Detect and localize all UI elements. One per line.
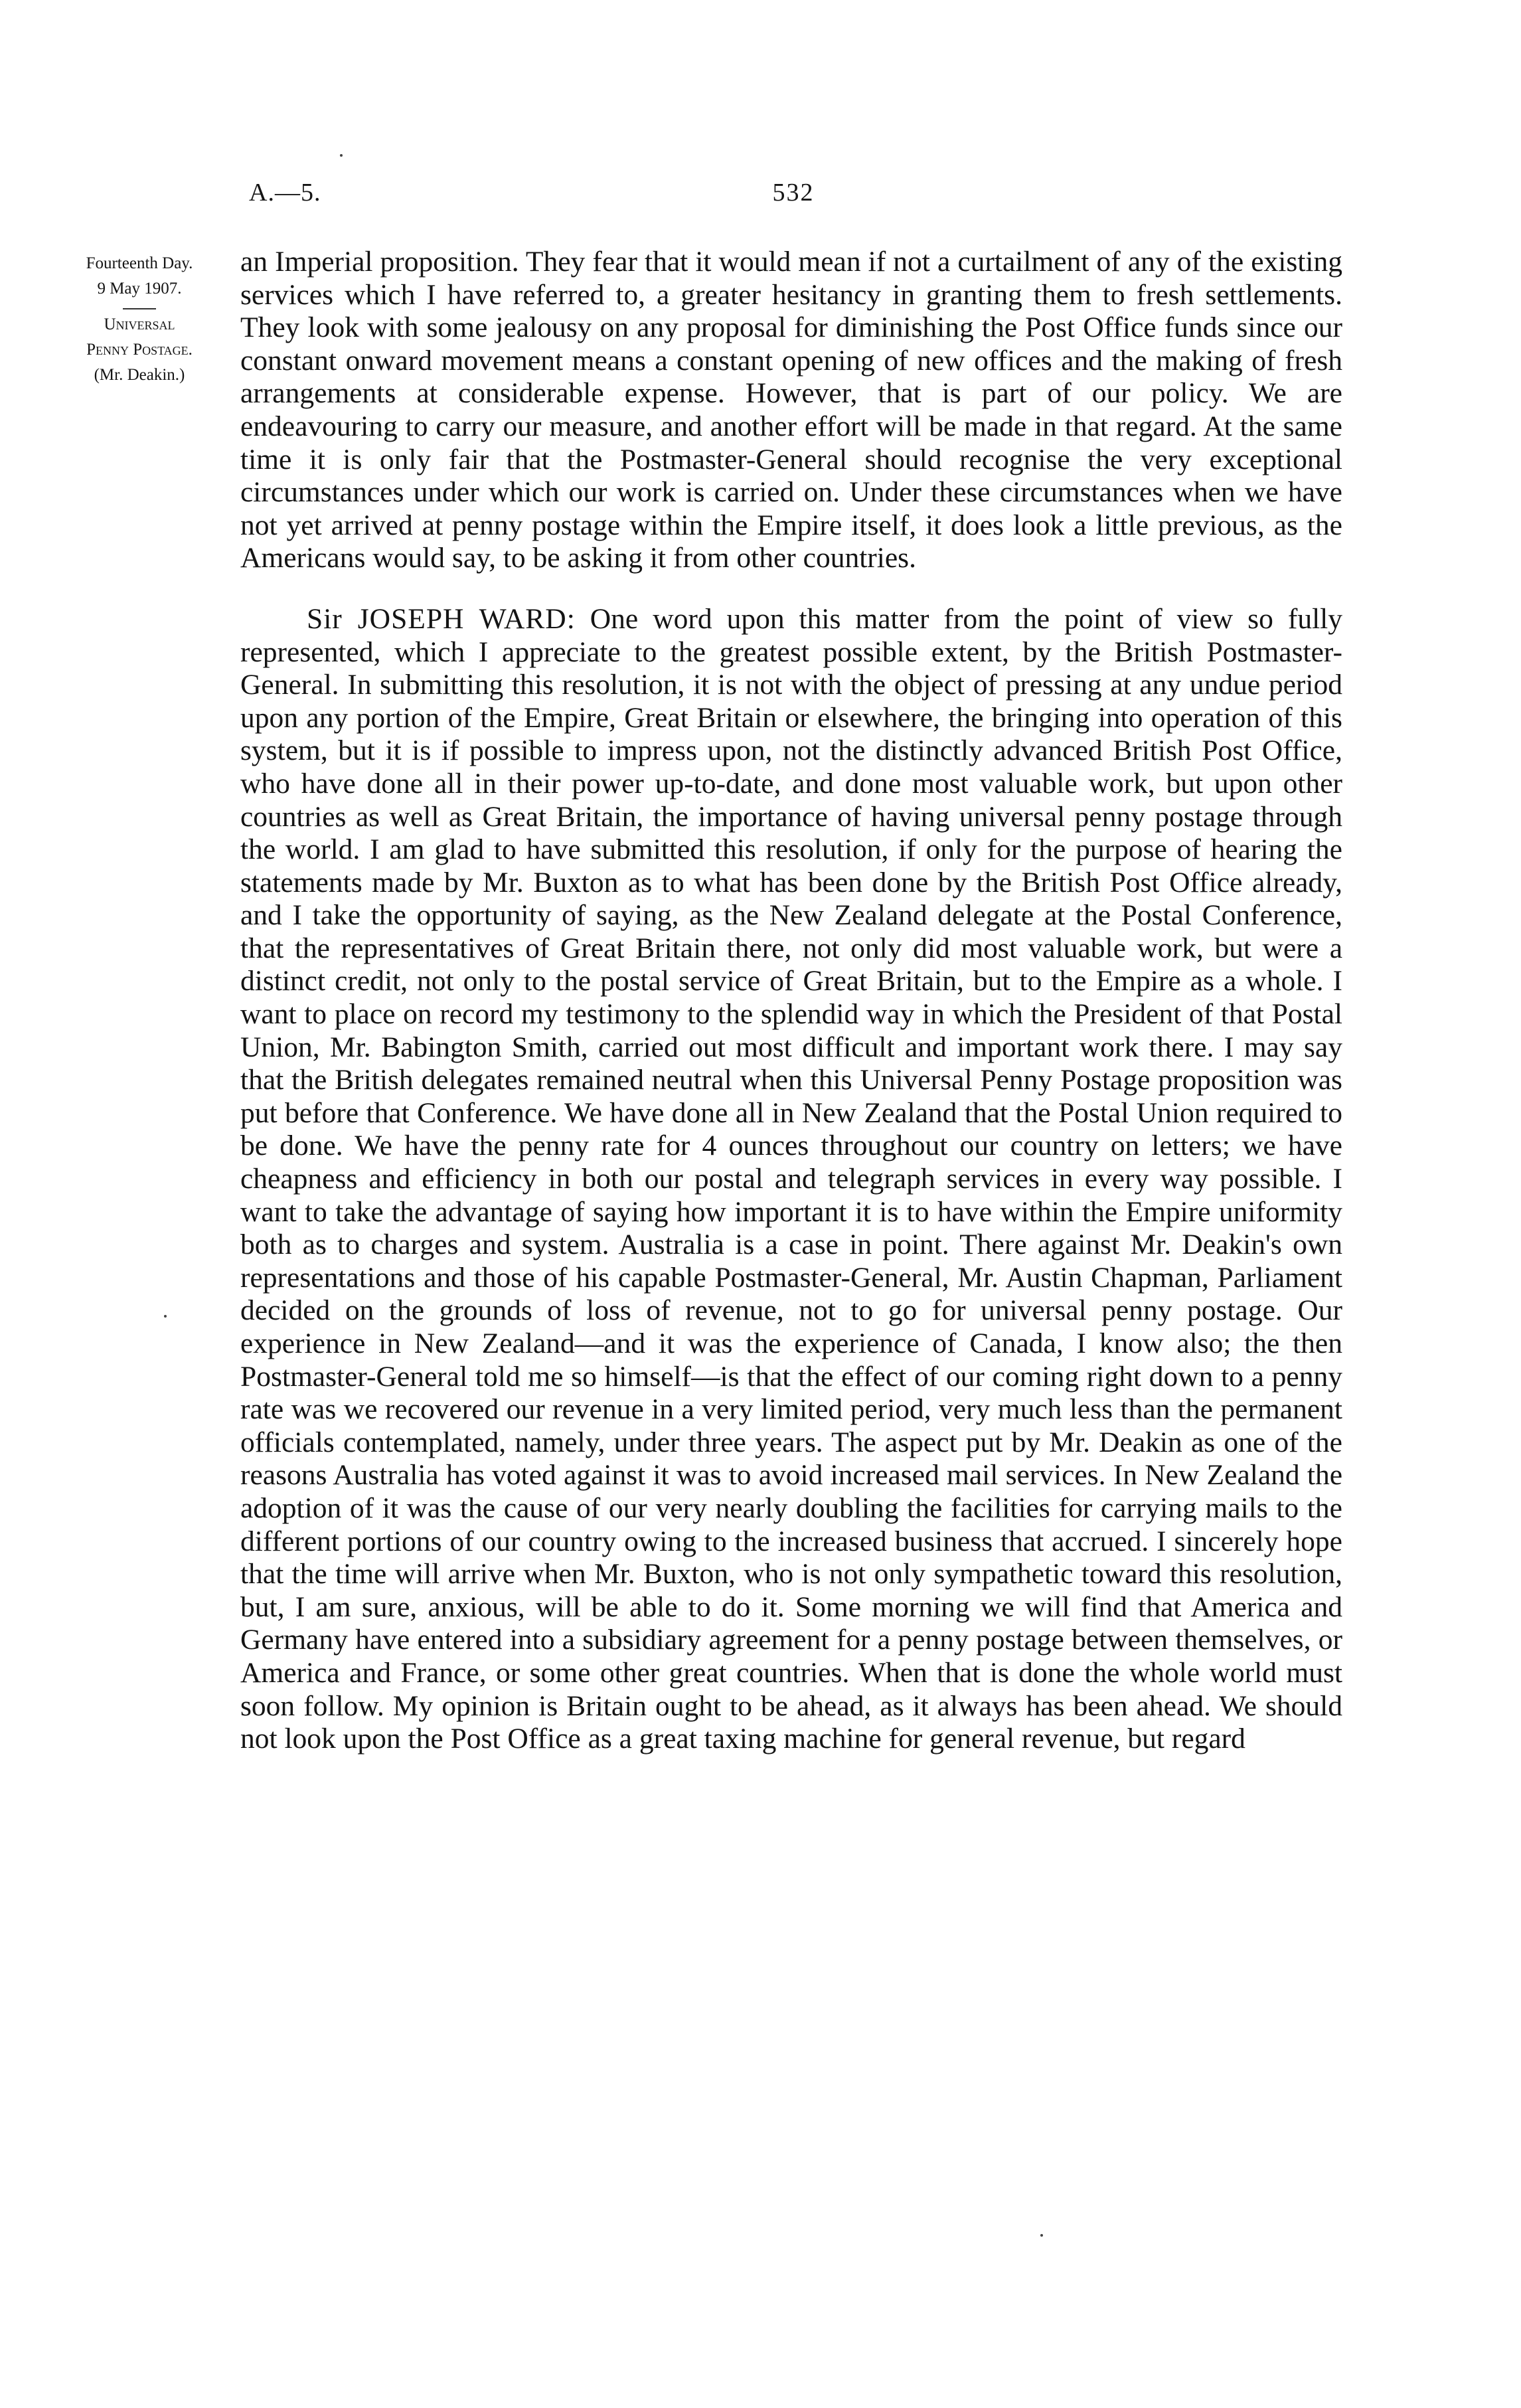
scan-speck (340, 154, 343, 157)
margin-note-speaker-ref: (Mr. Deakin.) (94, 366, 185, 384)
scan-speck (1040, 2234, 1043, 2237)
margin-note-topic-line1: Universal (104, 315, 175, 333)
margin-note-topic-line2: Penny Postage. (86, 341, 193, 359)
margin-note-day: Fourteenth Day. (86, 254, 193, 272)
margin-notes (46, 251, 232, 388)
paragraph-continuation (240, 246, 1342, 575)
body-text (240, 246, 1342, 1756)
paragraph-text: an Imperial proposition. They fear that it would mean if not a curtailment of any of the existing services which I have referred to, a greater hesitancy in granting them to fresh settlements. They look with some jealousy on any proposal for diminishing the Post Office funds since our constant onward movement means a constant opening of new offices and the making of fresh arrangements at considerable expense. However, that is part of our policy. We are endeavouring to carry our measure, and another effort will be made in that regard. At the same time it is only fair that the Postmaster-General should recognise the very exceptional circumstances under which our work is carried on. Under these circumstances when we have not yet arrived at penny postage within the Empire itself, it does look a little previous, as the Americans would say, to be asking it from other countries. (240, 246, 1342, 574)
speaker-name: Sir JOSEPH WARD: (307, 602, 576, 635)
document-reference: A.—5. (249, 179, 321, 207)
scan-speck (164, 1315, 167, 1318)
page-number: 532 (772, 179, 815, 207)
page-header (249, 178, 1338, 218)
paragraph-text: One word upon this matter from the point of view so fully represented, which I appreciate to the greatest possible extent, by the British Postmaster-General. In submitting this resolution, it is not with the object of pressing at any undue period upon any portion of the Empire, Great Britain or elsewhere, the bringing into operation of this system, but it is if possible to impress upon, not the distinctly advanced British Post Office, who have done all in their power up-to-date, and done most valuable work, but upon other countries as well as Great Britain, the importance of having universal penny postage through the world. I am glad to have submitted this resolution, if only for the purpose of hearing the statements made by Mr. Buxton as to what has been done by the British Post Office already, and I take the opportunity of saying, as the New Zealand delegate at the Postal Conference, that the representatives of Great Britain there, not only did most valuable work, but were a distinct credit, not only to the postal service of Great Britain, but to the Empire as a whole. I want to place on record my testimony to the splendid way in which the President of that Postal Union, Mr. Babington Smith, carried out most difficult and important work there. I may say that the British delegates remained neutral when this Universal Penny Postage proposition was put before that Conference. We have done all in New Zealand that the Postal Union required to be done. We have the penny rate for 4 ounces throughout our country on letters; we have cheapness and efficiency in both our postal and telegraph services in every way possible. I want to take the advantage of saying how important it is to have within the Empire uniformity both as to charges and system. Australia is a case in point. There against Mr. Deakin's own representations and those of his capable Postmaster-General, Mr. Austin Chapman, Parliament decided on the grounds of loss of revenue, not to go for universal penny postage. Our experience in New Zealand—and it was the experience of Canada, I know also; the then Postmaster-General told me so himself—is that the effect of our coming right down to a penny rate was we recovered our revenue in a very limited period, very much less than the permanent officials contemplated, namely, under three years. The aspect put by Mr. Deakin as one of the reasons Australia has voted against it was to avoid increased mail services. In New Zealand the adoption of it was the cause of our very nearly doubling the facilities for carrying mails to the different portions of our country owing to the increased business that accrued. I sincerely hope that the time will arrive when Mr. Buxton, who is not only sympathetic toward this resolution, but, I am sure, anxious, will be able to do it. Some morning we will find that America and Germany have entered into a subsidiary agreement for a penny postage between themselves, or America and France, or some other great countries. When that is done the whole world must soon follow. My opinion is Britain ought to be ahead, as it always has been ahead. We should not look upon the Post Office as a great taxing machine for general revenue, but regard (240, 602, 1342, 1755)
margin-note-divider (123, 308, 156, 309)
margin-note-date: 9 May 1907. (97, 280, 182, 298)
paragraph-speech (240, 603, 1342, 1756)
